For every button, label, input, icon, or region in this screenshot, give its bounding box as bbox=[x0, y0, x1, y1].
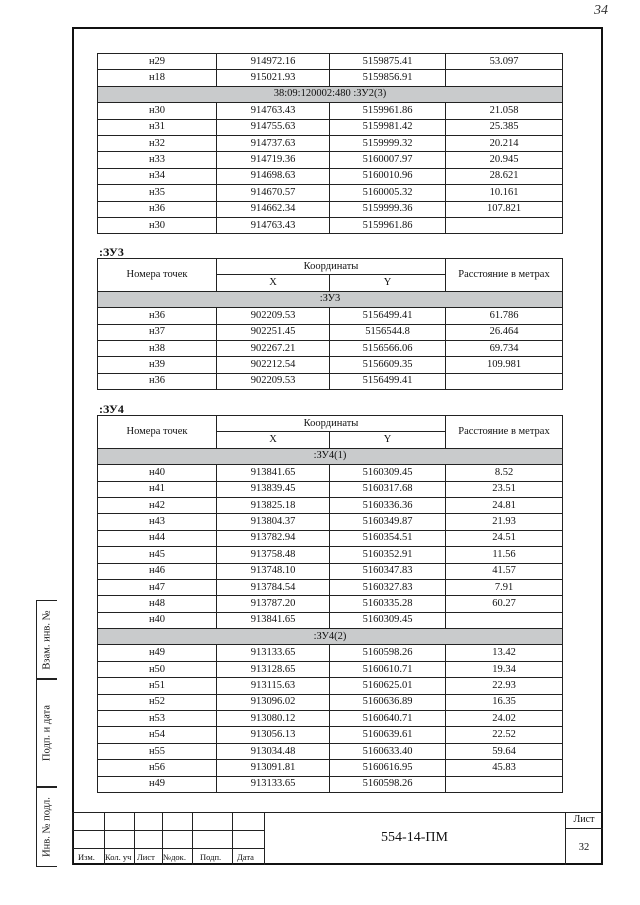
table-cell: 914719.36 bbox=[217, 152, 330, 168]
table-cell: 913133.65 bbox=[217, 776, 330, 792]
table-cell bbox=[446, 776, 563, 792]
table-row bbox=[98, 119, 563, 135]
table-cell: 5159961.86 bbox=[330, 103, 446, 119]
table-cell: 913787.20 bbox=[217, 596, 330, 612]
table-cell: н34 bbox=[98, 168, 217, 184]
table-row bbox=[98, 678, 563, 694]
table-cell: 5156544.8 bbox=[330, 324, 446, 340]
table-cell: 913782.94 bbox=[217, 530, 330, 546]
table-cell: 20.945 bbox=[446, 152, 563, 168]
table-cell: 24.51 bbox=[446, 530, 563, 546]
table-cell: 902251.45 bbox=[217, 324, 330, 340]
col-label-sheet: Лист bbox=[137, 852, 155, 862]
table-cell: н40 bbox=[98, 465, 217, 481]
table-cell: 5160327.83 bbox=[330, 579, 446, 595]
table-cell: 5159999.36 bbox=[330, 201, 446, 217]
document-code: 554-14-ПМ bbox=[381, 830, 448, 845]
table-cell: н47 bbox=[98, 579, 217, 595]
table-cell: 28.621 bbox=[446, 168, 563, 184]
table-cell: 21.93 bbox=[446, 514, 563, 530]
table-cell: 5160639.61 bbox=[330, 727, 446, 743]
title-block bbox=[72, 812, 603, 865]
table-cell: 8.52 bbox=[446, 465, 563, 481]
header-distance: Расстояние в метрах bbox=[446, 259, 563, 292]
table-cell: 914698.63 bbox=[217, 168, 330, 184]
table-row bbox=[98, 563, 563, 579]
table-cell: 13.42 bbox=[446, 645, 563, 661]
zu3-label: :ЗУ3 bbox=[99, 245, 124, 259]
table-cell: 69.734 bbox=[446, 340, 563, 356]
table-cell: 5160005.32 bbox=[330, 185, 446, 201]
table-cell: н46 bbox=[98, 563, 217, 579]
zu4-label: :ЗУ4 bbox=[99, 402, 124, 416]
table-cell: н49 bbox=[98, 645, 217, 661]
table-row bbox=[98, 711, 563, 727]
table-cell: н36 bbox=[98, 308, 217, 324]
section-row: 38:09:120002:480 :ЗУ2(3) bbox=[98, 86, 563, 102]
header-points: Номера точек bbox=[98, 259, 217, 292]
table-cell: 913839.45 bbox=[217, 481, 330, 497]
table-cell: н36 bbox=[98, 373, 217, 389]
table-cell: 913841.65 bbox=[217, 465, 330, 481]
table-cell: 902209.53 bbox=[217, 373, 330, 389]
table-row bbox=[98, 497, 563, 513]
handwritten-page-number: 34 bbox=[594, 3, 608, 18]
table-row bbox=[98, 776, 563, 792]
table-cell: 913080.12 bbox=[217, 711, 330, 727]
table-cell: 5160598.26 bbox=[330, 776, 446, 792]
table-cell: 5159961.86 bbox=[330, 217, 446, 233]
table-cell: 5160317.68 bbox=[330, 481, 446, 497]
header-distance: Расстояние в метрах bbox=[446, 416, 563, 449]
table-cell: 914763.43 bbox=[217, 217, 330, 233]
table-row bbox=[98, 694, 563, 710]
table-row bbox=[98, 324, 563, 340]
table-row bbox=[98, 357, 563, 373]
table-cell: 21.058 bbox=[446, 103, 563, 119]
table-cell: 914972.16 bbox=[217, 54, 330, 70]
table-cell: 913841.65 bbox=[217, 612, 330, 628]
table-cell: н42 bbox=[98, 497, 217, 513]
table-cell: 26.464 bbox=[446, 324, 563, 340]
table-cell: 5160616.95 bbox=[330, 760, 446, 776]
table-cell: 902212.54 bbox=[217, 357, 330, 373]
table-row bbox=[98, 743, 563, 759]
table-cell: 913096.02 bbox=[217, 694, 330, 710]
section-row: :ЗУ4(2) bbox=[98, 629, 563, 645]
header-coords: Координаты bbox=[217, 259, 446, 275]
table-cell: н40 bbox=[98, 612, 217, 628]
table-row bbox=[98, 201, 563, 217]
table-cell: н36 bbox=[98, 201, 217, 217]
table-cell: 16.35 bbox=[446, 694, 563, 710]
table-cell: 913748.10 bbox=[217, 563, 330, 579]
table-cell: 107.821 bbox=[446, 201, 563, 217]
table-row bbox=[98, 70, 563, 86]
table-cell: н41 bbox=[98, 481, 217, 497]
table-cell: 913034.48 bbox=[217, 743, 330, 759]
table-cell: 109.981 bbox=[446, 357, 563, 373]
table-cell: 19.34 bbox=[446, 661, 563, 677]
table-cell: 5159856.91 bbox=[330, 70, 446, 86]
table-cell: 5156499.41 bbox=[330, 308, 446, 324]
table-cell: 61.786 bbox=[446, 308, 563, 324]
table-cell: 11.56 bbox=[446, 547, 563, 563]
table-cell: 5160007.97 bbox=[330, 152, 446, 168]
table-cell: н29 bbox=[98, 54, 217, 70]
table-row bbox=[98, 103, 563, 119]
table-cell: 24.81 bbox=[446, 497, 563, 513]
table-cell: н51 bbox=[98, 678, 217, 694]
table-cell: 5160640.71 bbox=[330, 711, 446, 727]
table-cell: н37 bbox=[98, 324, 217, 340]
table-cell: 5160625.01 bbox=[330, 678, 446, 694]
table-cell: 913056.13 bbox=[217, 727, 330, 743]
table-cell: 913825.18 bbox=[217, 497, 330, 513]
table-cell: 23.51 bbox=[446, 481, 563, 497]
col-label-change: Изм. bbox=[78, 852, 95, 862]
table-cell: 914670.57 bbox=[217, 185, 330, 201]
table-cell: н38 bbox=[98, 340, 217, 356]
table-cell: 5160598.26 bbox=[330, 645, 446, 661]
table-cell: 22.93 bbox=[446, 678, 563, 694]
table-cell: н33 bbox=[98, 152, 217, 168]
table-cell: 5160352.91 bbox=[330, 547, 446, 563]
table-cell: 902209.53 bbox=[217, 308, 330, 324]
table-cell: 902267.21 bbox=[217, 340, 330, 356]
table-cell: н39 bbox=[98, 357, 217, 373]
table-row bbox=[98, 135, 563, 151]
table-row bbox=[98, 185, 563, 201]
zu4-table bbox=[97, 415, 563, 793]
header-x: X bbox=[217, 275, 330, 291]
table-cell: 5160636.89 bbox=[330, 694, 446, 710]
header-x: X bbox=[217, 432, 330, 448]
table-cell: н49 bbox=[98, 776, 217, 792]
table-cell: 914662.34 bbox=[217, 201, 330, 217]
section-row: :ЗУ3 bbox=[98, 291, 563, 307]
table-cell: 5160354.51 bbox=[330, 530, 446, 546]
table-row bbox=[98, 481, 563, 497]
table-cell bbox=[446, 70, 563, 86]
table-cell: 5156609.35 bbox=[330, 357, 446, 373]
table-cell: н52 bbox=[98, 694, 217, 710]
table-row bbox=[98, 760, 563, 776]
table-cell: 913115.63 bbox=[217, 678, 330, 694]
table-cell: 913128.65 bbox=[217, 661, 330, 677]
table-cell: 914755.63 bbox=[217, 119, 330, 135]
col-label-count: Кол. уч bbox=[105, 852, 132, 862]
table-cell: 53.097 bbox=[446, 54, 563, 70]
table-row bbox=[98, 530, 563, 546]
header-points: Номера точек bbox=[98, 416, 217, 449]
header-y: Y bbox=[330, 432, 446, 448]
table-cell: 41.57 bbox=[446, 563, 563, 579]
table-cell: н30 bbox=[98, 217, 217, 233]
table-row bbox=[98, 514, 563, 530]
table-row bbox=[98, 168, 563, 184]
table-cell: 25.385 bbox=[446, 119, 563, 135]
table-cell: 5159999.32 bbox=[330, 135, 446, 151]
header-y: Y bbox=[330, 275, 446, 291]
table-cell: н31 bbox=[98, 119, 217, 135]
table-cell bbox=[446, 373, 563, 389]
table-cell: 5160347.83 bbox=[330, 563, 446, 579]
table-cell: н56 bbox=[98, 760, 217, 776]
coordinates-table-continued bbox=[97, 53, 563, 234]
table-row bbox=[98, 308, 563, 324]
table-row bbox=[98, 152, 563, 168]
table-cell: 913133.65 bbox=[217, 645, 330, 661]
header-coords: Координаты bbox=[217, 416, 446, 432]
table-cell: н35 bbox=[98, 185, 217, 201]
table-cell: 5160309.45 bbox=[330, 612, 446, 628]
table-cell: н48 bbox=[98, 596, 217, 612]
table-cell: н53 bbox=[98, 711, 217, 727]
table-row bbox=[98, 579, 563, 595]
table-cell: 5160336.36 bbox=[330, 497, 446, 513]
table-cell: 5160335.28 bbox=[330, 596, 446, 612]
table-cell: н32 bbox=[98, 135, 217, 151]
table-row bbox=[98, 596, 563, 612]
sheet-number: 32 bbox=[578, 842, 590, 853]
table-row bbox=[98, 727, 563, 743]
table-cell: н18 bbox=[98, 70, 217, 86]
zu3-table bbox=[97, 258, 563, 390]
table-cell: 5159875.41 bbox=[330, 54, 446, 70]
table-cell: 5160633.40 bbox=[330, 743, 446, 759]
table-row bbox=[98, 612, 563, 628]
col-label-signature: Подп. bbox=[200, 852, 222, 862]
table-cell: н45 bbox=[98, 547, 217, 563]
table-cell: н54 bbox=[98, 727, 217, 743]
table-cell: 59.64 bbox=[446, 743, 563, 759]
table-cell: 45.83 bbox=[446, 760, 563, 776]
section-row: :ЗУ4(1) bbox=[98, 448, 563, 464]
table-cell: н50 bbox=[98, 661, 217, 677]
table-cell: н30 bbox=[98, 103, 217, 119]
table-cell: 10.161 bbox=[446, 185, 563, 201]
table-row bbox=[98, 340, 563, 356]
table-cell bbox=[446, 612, 563, 628]
table-cell: 5159981.42 bbox=[330, 119, 446, 135]
table-cell: 913784.54 bbox=[217, 579, 330, 595]
table-cell: 913804.37 bbox=[217, 514, 330, 530]
table-cell: 20.214 bbox=[446, 135, 563, 151]
table-cell: 5156499.41 bbox=[330, 373, 446, 389]
side-label-replacement-inv: Взам. инв. № bbox=[36, 600, 57, 680]
table-cell: 60.27 bbox=[446, 596, 563, 612]
side-label-original-inv: Инв. № подл. bbox=[36, 786, 57, 867]
table-row bbox=[98, 645, 563, 661]
table-cell: 5160349.87 bbox=[330, 514, 446, 530]
table-cell: 913758.48 bbox=[217, 547, 330, 563]
table-cell: 5160309.45 bbox=[330, 465, 446, 481]
table-cell: 913091.81 bbox=[217, 760, 330, 776]
table-cell: 7.91 bbox=[446, 579, 563, 595]
table-row bbox=[98, 373, 563, 389]
table-cell: н55 bbox=[98, 743, 217, 759]
table-row bbox=[98, 54, 563, 70]
table-cell: 915021.93 bbox=[217, 70, 330, 86]
table-row bbox=[98, 661, 563, 677]
side-label-sign-date: Подп. и дата bbox=[36, 678, 57, 788]
table-row bbox=[98, 217, 563, 233]
table-cell: 914737.63 bbox=[217, 135, 330, 151]
table-cell: 914763.43 bbox=[217, 103, 330, 119]
col-label-date: Дата bbox=[237, 852, 254, 862]
table-cell: 5160610.71 bbox=[330, 661, 446, 677]
table-cell: 22.52 bbox=[446, 727, 563, 743]
table-cell: 5160010.96 bbox=[330, 168, 446, 184]
table-cell: н43 bbox=[98, 514, 217, 530]
col-label-doc-no: №док. bbox=[163, 852, 186, 862]
sheet-label: Лист bbox=[573, 814, 595, 825]
table-cell: н44 bbox=[98, 530, 217, 546]
table-cell: 24.02 bbox=[446, 711, 563, 727]
table-row bbox=[98, 465, 563, 481]
table-cell: 5156566.06 bbox=[330, 340, 446, 356]
table-cell bbox=[446, 217, 563, 233]
table-row bbox=[98, 547, 563, 563]
